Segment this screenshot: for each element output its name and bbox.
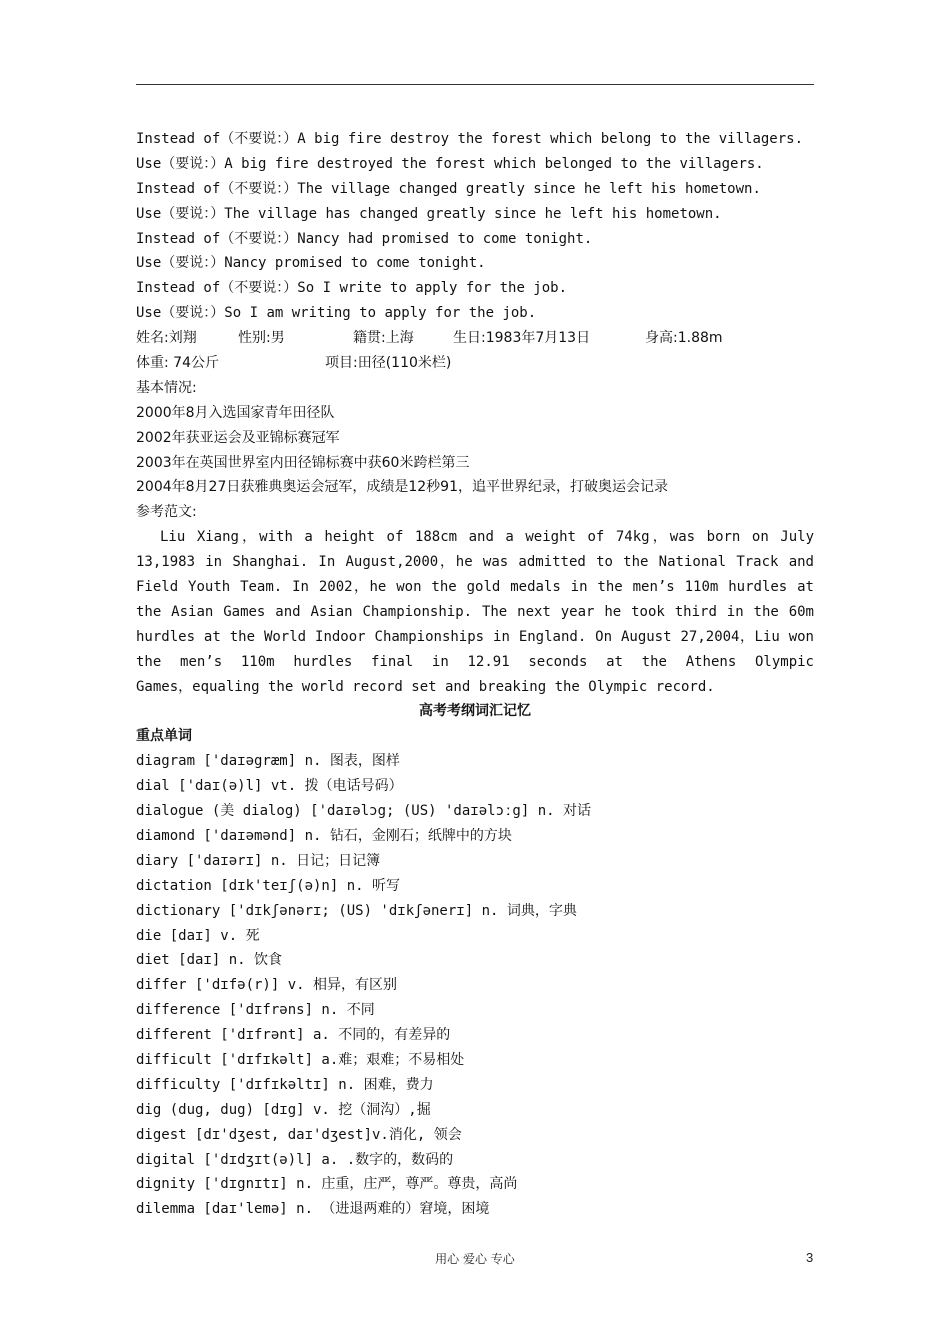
grammar-examples [136,127,814,326]
vocab-entry: diagram ['daɪəgræm] n. 图表，图样 [136,753,400,770]
vocab-entry: dictation [dɪk'teɪʃ(ə)n] n. 听写 [136,877,401,894]
vocab-entry: dictionary ['dɪkʃənərɪ; (US) 'dɪkʃənerɪ] n. 词典，字典 [136,902,577,919]
example-line [136,301,814,326]
example-label: Use（要说：） [136,305,225,322]
profile-birthday: 生日:1983年7月13日 [453,330,591,347]
vocab-entry: dialogue (美 dialog) ['daɪəlɔg; (US) 'daɪəlɔːg] n. 对话 [136,803,592,820]
example-line [136,276,814,301]
example-line [136,127,814,152]
profile-name: 姓名:刘翔 [136,330,197,347]
vocab-list [136,749,814,1222]
essay-line: the Asian Games and Asian Championship. The next year he took third in the 60m [136,603,814,620]
vocab-entry: dignity ['dɪgnɪtɪ] n. 庄重，庄严，尊严。尊贵，高尚 [136,1176,518,1193]
essay-line: hurdles at the World Indoor Championships in England. On August 27,2004，Liu won [136,628,814,645]
example-text: So I write to apply for the job. [297,280,568,297]
vocab-entry: difficulty ['dɪfɪkəltɪ] n. 困难，费力 [136,1076,434,1093]
example-label: Use（要说：） [136,255,225,272]
example-line [136,177,814,202]
vocab-entry: dilemma [daɪ'lemə] n. （进退两难的）窘境，困境 [136,1201,490,1218]
example-line [136,227,814,252]
profile-weight: 体重: 74公斤 [136,355,219,372]
vocab-entry: difficult ['dɪfɪkəlt] a.难；艰难；不易相处 [136,1051,465,1068]
basic-info-title: 基本情况: [136,379,197,396]
example-text: A big fire destroyed the forest which belonged to the villagers. [224,155,764,172]
vocab-heading: 高考考纲词汇记忆 [419,703,531,720]
essay-line: Field Youth Team. In 2002，he won the gold medals in the men’s 110m hurdles at [136,579,814,596]
essay-line: Games，equaling the world record set and breaking the Olympic record. [136,678,715,695]
essay-line: the men’s 110m hurdles final in 12.91 seconds at the Athens Olympic [136,653,814,670]
example-line [136,152,814,177]
basic-info-item: 2002年获亚运会及亚锦标赛冠军 [136,429,340,446]
page-content [136,127,814,1222]
profile-height: 身高:1.88m [645,330,723,347]
example-label: Instead of（不要说：） [136,131,298,147]
example-text: The village changed greatly since he left his hometown. [297,180,761,197]
page-number: 3 [806,1250,814,1265]
vocab-entry: digest [dɪ'dʒest, daɪ'dʒest]v.消化, 领会 [136,1126,462,1143]
essay-line: Liu Xiang，with a height of 188cm and a weight of 74kg，was born on July [160,529,814,546]
example-text: Nancy had promised to come tonight. [297,230,593,247]
vocab-entry: different ['dɪfrənt] a. 不同的，有差异的 [136,1027,451,1044]
sample-essay-title: 参考范文: [136,504,197,521]
profile-row-1 [136,326,814,351]
vocab-entry: difference ['dɪfrəns] n. 不同 [136,1002,375,1019]
example-text: The village has changed greatly since he left his hometown. [224,205,722,222]
example-line [136,251,814,276]
vocab-subheading: 重点单词 [136,728,192,745]
profile-event: 项目:田径(110米栏) [325,355,452,372]
vocab-entry: diamond ['daɪəmənd] n. 钻石，金刚石；纸牌中的方块 [136,827,512,844]
example-label: Instead of（不要说：） [136,230,298,247]
vocab-entry: digital ['dɪdʒɪt(ə)l] a. .数字的，数码的 [136,1151,454,1168]
profile-row-2 [136,351,814,376]
basic-info-item: 2000年8月入选国家青年田径队 [136,404,335,421]
header-rule [136,84,814,85]
vocab-entry: diary ['daɪərɪ] n. 日记；日记簿 [136,852,381,869]
example-text: So I am writing to apply for the job. [224,305,537,322]
profile-gender: 性别:男 [238,330,285,347]
basic-info-item: 2004年8月27日获雅典奥运会冠军，成绩是12秒91，追平世界纪录，打破奥运会记录 [136,479,668,496]
example-line [136,202,814,227]
footer-motto: 用心 爱心 专心 [435,1252,515,1266]
essay-line: 13,1983 in Shanghai. In August,2000，he was admitted to the National Track and [136,554,814,571]
vocab-entry: dig (dug, dug) [dɪg] v. 挖（洞沟）,掘 [136,1101,431,1118]
example-label: Instead of（不要说：） [136,180,298,197]
vocab-entry: dial ['daɪ(ə)l] vt. 拨（电话号码） [136,778,403,795]
vocab-entry: die [daɪ] v. 死 [136,927,260,944]
basic-info-item: 2003年在英国世界室内田径锦标赛中获60米跨栏第三 [136,454,470,471]
example-label: Use（要说：） [136,205,225,222]
sample-essay [136,525,814,699]
example-label: Instead of（不要说：） [136,280,298,297]
profile-origin: 籍贯:上海 [353,330,414,347]
example-text: A big fire destroy the forest which belong to the villagers. [297,131,804,147]
example-label: Use（要说：） [136,155,225,172]
vocab-entry: differ ['dɪfə(r)] v. 相异，有区别 [136,977,398,994]
vocab-entry: diet [daɪ] n. 饮食 [136,952,283,969]
example-text: Nancy promised to come tonight. [224,255,486,272]
